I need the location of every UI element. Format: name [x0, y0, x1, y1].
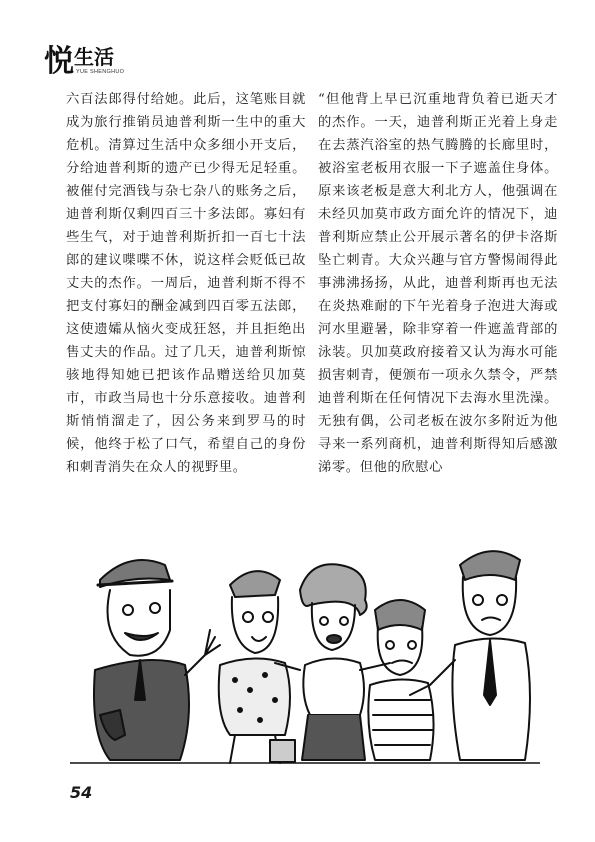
article-column-right: “但他背上早已沉重地背负着已逝天才的杰作。一天，迪普利斯正光着上身走在去蒸汽浴室的热气腾腾的长廊里时，被浴室老板用衣服一下子遮盖住身体。原来该老板是意大利北方人，他强调在未经贝加莫市政方面允许的情况下，迪普利斯应禁止公开展示著名的伊卡洛斯坠亡刺青。大众兴趣与官方警惕闹得此事沸沸扬扬，从此，迪普利斯再也无法在炎热难耐的下午光着身子泡进大海或河水里避暑，除非穿着一件遮盖背部的泳装。贝加莫政府接着又认为海水可能损害刺青，便颁布一项永久禁令，严禁迪普利斯在任何情况下去海水里洗澡。无独有偶，公司老板在波尔多附近为他寻来一系列商机，迪普利斯得知后感激涕零。但他的欣慰心	[318, 92, 558, 475]
magazine-logo-subtitle: YUE SHENGHUO	[76, 69, 125, 75]
magazine-header	[44, 44, 244, 84]
article-column-left: 六百法郎得付给她。此后，这笔账目就成为旅行推销员迪普利斯一生中的重大危机。清算过生活中众多细小开支后，分给迪普利斯的遗产已少得无足轻重。被催付完酒钱与杂七杂八的账务之后，迪普利斯仅剩四百三十多法郎。寡妇有些生气，对于迪普利斯折扣一百七十法郎的建议喋喋不休，说这样会贬低已故丈夫的杰作。一周后，迪普利斯不得不把支付寡妇的酬金减到四百零五法郎，这使遗孀从恼火变成狂怒，并且拒绝出售丈夫的作品。过了几天，迪普利斯惊骇地得知她已把该作品赠送给贝加莫市，市政当局也十分乐意接收。迪普利斯悄悄溜走了，因公务来到罗马的时候，他终于松了口气，希望自己的身份和刺青消失在众人的视野里。	[66, 92, 306, 475]
tall-man-with-tie-figure	[410, 551, 530, 760]
magazine-logo-char: 悦	[44, 44, 74, 79]
police-officer-figure	[94, 560, 220, 760]
magazine-logo-title: 生活	[74, 45, 114, 69]
man-in-striped-shirt-figure	[368, 600, 433, 760]
woman-in-dotted-shirt-figure	[219, 571, 295, 763]
cartoon-illustration	[70, 535, 540, 767]
page-number: 54	[70, 783, 93, 802]
